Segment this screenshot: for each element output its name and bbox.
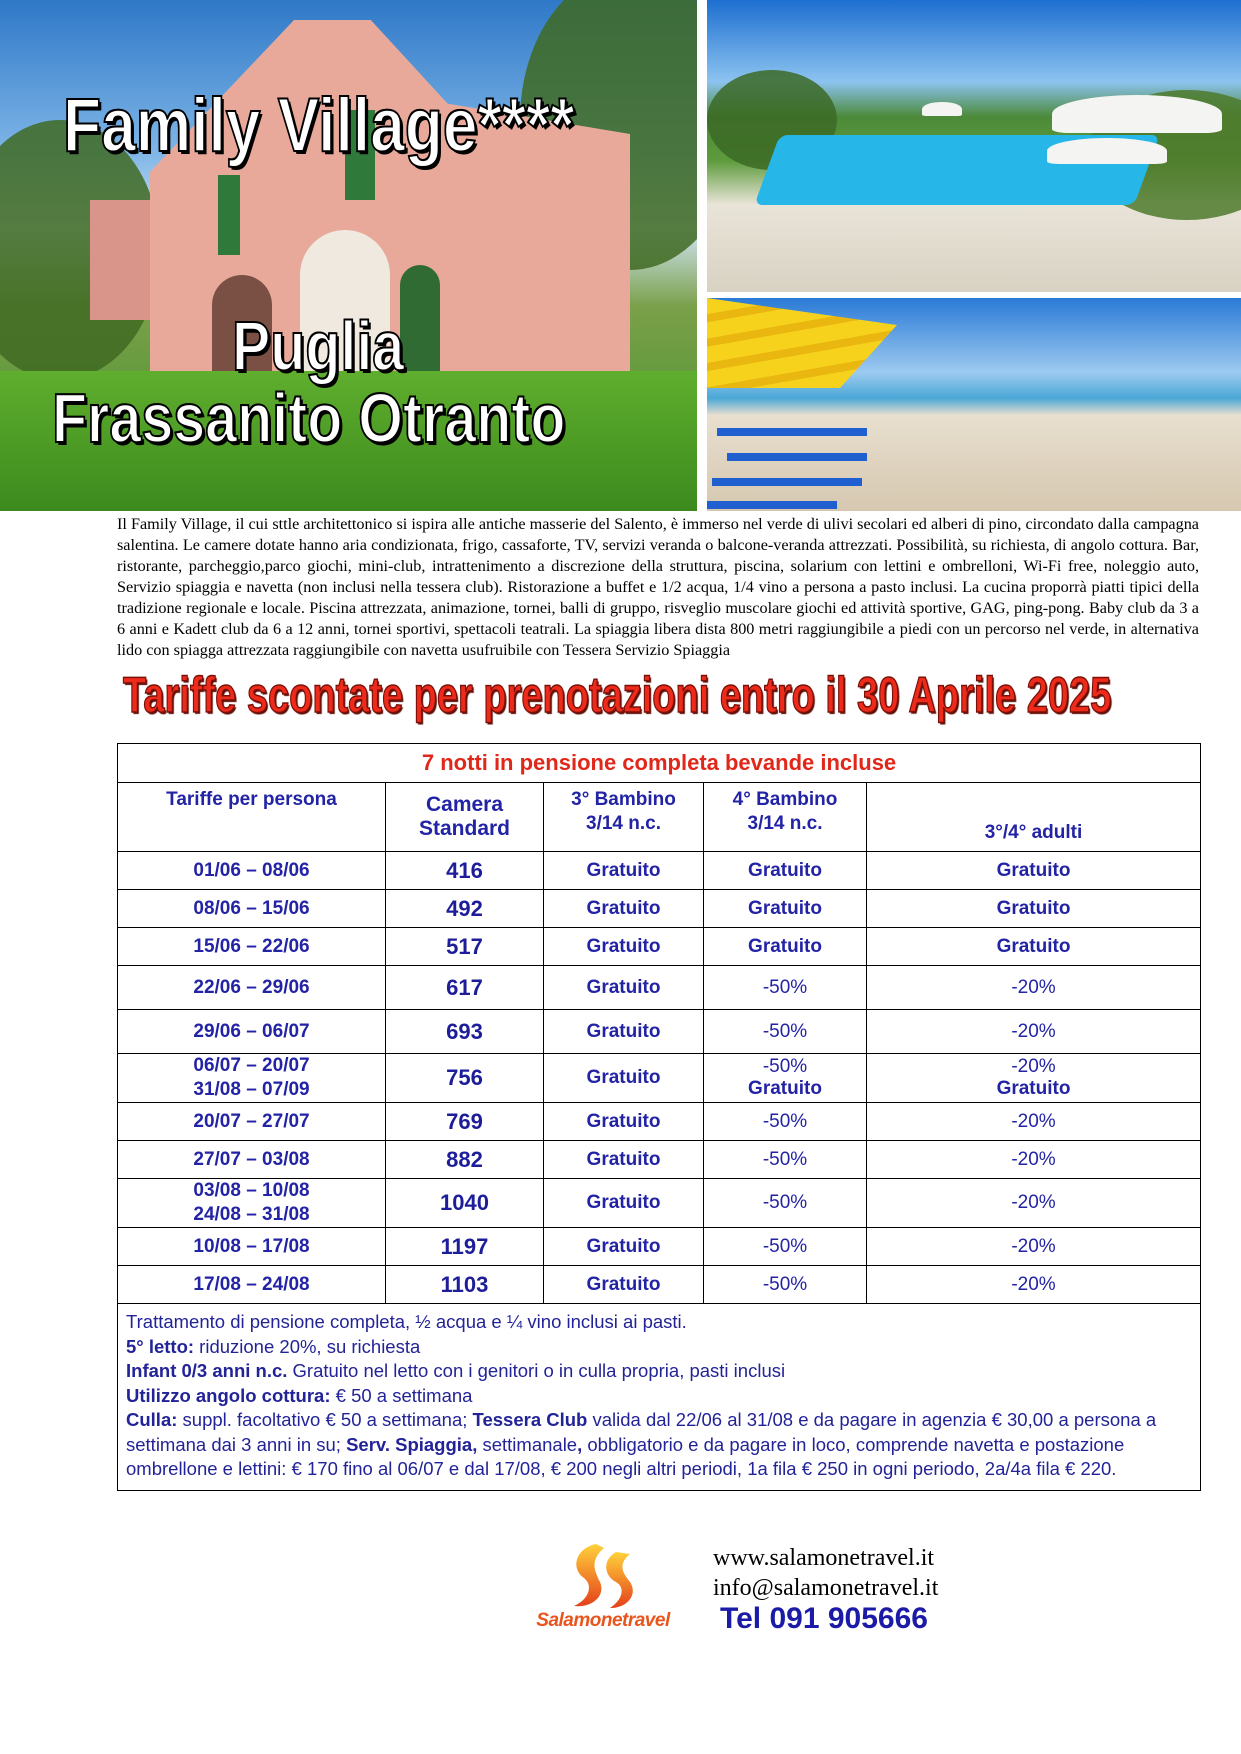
cell-adulti [867,852,1201,890]
table-row [118,1228,1201,1266]
cell-period [118,1266,386,1304]
cell-4-bambino [704,1228,867,1266]
table-header-row [118,783,1201,852]
table-row [118,1103,1201,1141]
cell-period-line: 24/08 – 31/08 [193,1204,310,1225]
hero-photo-village [0,0,697,511]
cell-adulti-line: -20% [1011,1020,1056,1042]
cell-adulti-line: -20% [1011,1110,1056,1132]
note-pensione: Trattamento di pensione completa, ½ acqua e ¼ vino inclusi ai pasti. [126,1311,687,1332]
cell-3-bambino [544,1141,704,1179]
cell-price [386,1266,544,1304]
cell-price [386,852,544,890]
cell-adulti-line: Gratuito [996,897,1071,919]
cell-price-line: 882 [446,1146,483,1172]
cell-period [118,1141,386,1179]
cell-4-bambino [704,966,867,1010]
table-row [118,1179,1201,1228]
cell-period-line: 20/07 – 27/07 [193,1110,310,1132]
cell-4-bambino-line: Gratuito [748,935,822,957]
note-angolo-cottura: Utilizzo angolo cottura: € 50 a settimana [126,1384,473,1406]
cell-4-bambino-line: Gratuito [748,1078,822,1099]
hero-title: Family Village**** [63,83,575,168]
cell-4-bambino [704,890,867,928]
cell-4-bambino [704,1054,867,1103]
cell-price-line: 1197 [440,1233,489,1259]
cell-4-bambino-line: Gratuito [748,897,822,919]
header-4-bambino-line1: 4° Bambino [732,789,838,810]
cell-price [386,928,544,966]
cell-adulti-line: Gratuito [996,1078,1071,1099]
cell-adulti-line: Gratuito [996,859,1071,881]
cell-price-line: 756 [446,1065,483,1090]
cell-3-bambino-line: Gratuito [586,976,661,998]
cell-adulti [867,1010,1201,1054]
cell-price [386,1179,544,1228]
cell-price [386,890,544,928]
email-link[interactable]: info@salamonetravel.it [713,1575,939,1601]
cell-period [118,966,386,1010]
header-3-bambino [544,783,704,852]
website-link[interactable]: www.salamonetravel.it [713,1545,935,1571]
note-infant: Infant 0/3 anni n.c. Gratuito nel letto con i genitori o in culla propria, pasti inclusi [126,1360,786,1381]
cell-price [386,1103,544,1141]
promo-headline: Tariffe scontate per prenotazioni entro il 30 Aprile 2025 [123,667,1112,723]
cell-3-bambino [544,1228,704,1266]
header-tariffe: Tariffe per persona [118,783,386,852]
cell-4-bambino-line: -50% [762,976,808,998]
cell-period-line: 17/08 – 24/08 [193,1273,310,1295]
cell-price [386,1228,544,1266]
cell-4-bambino [704,852,867,890]
cell-period-line: 27/07 – 03/08 [193,1148,310,1170]
cell-4-bambino [704,928,867,966]
cell-adulti [867,1103,1201,1141]
cell-4-bambino-line: -50% [762,1192,808,1213]
table-row [118,1010,1201,1054]
cell-3-bambino-line: Gratuito [586,935,661,957]
cell-period-line: 10/08 – 17/08 [193,1235,310,1257]
cell-price-line: 769 [446,1108,483,1134]
cell-4-bambino-line: -50% [762,1110,808,1132]
cell-adulti [867,1179,1201,1228]
cell-3-bambino [544,1179,704,1228]
beach-photo [707,298,1241,511]
table-row [118,928,1201,966]
cell-4-bambino [704,1141,867,1179]
cell-4-bambino-line: -50% [762,1020,808,1042]
cell-adulti [867,1141,1201,1179]
cell-3-bambino [544,890,704,928]
cell-price-line: 1103 [440,1271,489,1297]
cell-3-bambino-line: Gratuito [586,1192,661,1213]
cell-price-line: 517 [446,933,483,959]
cell-3-bambino-line: Gratuito [586,897,661,919]
cell-period-line: 22/06 – 29/06 [193,976,310,998]
note-culla-tessera-spiaggia: Culla: suppl. facoltativo € 50 a settimana; Tessera Club valida dal 22/06 al 31/08 e da pagare in agenzia € 30,00 a persona a settimana dai 3 anni in su; Serv. Spiaggia, settimanale, obbligatorio e da pagare in loco, comprende navetta e postazione ombrellone e lettini: € 170 fino al 06/07 e dal 17/08, € 200 negli altri periodi, 1a fila € 250 in ogni periodo, 2a/4a fila € 220. [126,1409,1157,1479]
cell-period [118,1179,386,1228]
cell-period-line: 06/07 – 20/07 [193,1055,310,1076]
table-row [118,890,1201,928]
cell-3-bambino [544,1266,704,1304]
header-3-bambino-line1: 3° Bambino [571,789,676,810]
table-row [118,852,1201,890]
header-adulti: 3°/4° adulti [867,783,1201,852]
cell-adulti [867,1228,1201,1266]
cell-price [386,966,544,1010]
cell-3-bambino-line: Gratuito [586,1110,661,1132]
cell-price-line: 492 [446,895,483,921]
hero-region: Puglia [232,307,405,385]
table-row [118,1266,1201,1304]
cell-4-bambino [704,1179,867,1228]
cell-period [118,1103,386,1141]
cell-adulti-line: Gratuito [996,935,1071,957]
table-notes [118,1304,1201,1491]
cell-period [118,1010,386,1054]
cell-adulti [867,1054,1201,1103]
pool-photo [707,0,1241,292]
cell-3-bambino [544,1054,704,1103]
cell-adulti [867,966,1201,1010]
cell-adulti-line: -20% [1011,976,1056,998]
cell-period-line: 29/06 – 06/07 [193,1020,310,1042]
cell-price [386,1141,544,1179]
table-row [118,1054,1201,1103]
table-caption: 7 notti in pensione completa bevande incluse [118,744,1201,783]
header-4-bambino [704,783,867,852]
header-camera-standard: Camera Standard [386,783,544,852]
cell-adulti [867,890,1201,928]
cell-period-line: 01/06 – 08/06 [193,859,310,881]
table-row [118,966,1201,1010]
cell-price [386,1010,544,1054]
header-3-bambino-line2: 3/14 n.c. [586,813,661,834]
cell-4-bambino-line: -50% [762,1056,808,1077]
cell-3-bambino-line: Gratuito [586,1148,661,1170]
cell-adulti-line: -20% [1011,1235,1056,1257]
cell-adulti-line: -20% [1011,1273,1056,1295]
cell-price-line: 693 [446,1018,483,1044]
cell-4-bambino [704,1266,867,1304]
cell-period [118,928,386,966]
cell-4-bambino [704,1103,867,1141]
cell-4-bambino [704,1010,867,1054]
cell-3-bambino [544,928,704,966]
cell-price-line: 617 [446,974,483,1000]
cell-3-bambino-line: Gratuito [586,1020,661,1042]
cell-adulti-line: -20% [1011,1192,1056,1213]
cell-period [118,1228,386,1266]
cell-period-line: 08/06 – 15/06 [193,897,310,919]
phone-number[interactable]: Tel 091 905666 [720,1602,928,1635]
cell-period-line: 31/08 – 07/09 [193,1079,310,1100]
note-quinto-letto: 5° letto: riduzione 20%, su richiesta [126,1335,421,1357]
cell-adulti [867,1266,1201,1304]
hero-place: Frassanito Otranto [52,379,566,457]
table-row [118,1141,1201,1179]
cell-price-line: 416 [446,857,483,883]
cell-price [386,1054,544,1103]
cell-4-bambino-line: -50% [762,1273,808,1295]
resort-description: Il Family Village, il cui sttle architettonico si ispira alle antiche masserie del Salento, è immerso nel verde di ulivi secolari ed alberi di pino, circondato dalla campagna salentina. Le camere dotate hanno aria condizionata, frigo, cassaforte, TV, servizi veranda o balcone-veranda attrezzati. Possibilità, su richiesta, di angolo cottura. Bar, ristorante, parcheggio,parco giochi, mini-club, intrattenimento a discrezione della struttura, piscina, solarium con lettini e ombrelloni, Wi-Fi free, noleggio auto, Servizio spiaggia e navetta (non inclusi nella tessera club). Ristorazione a buffet e 1/2 acqua, 1/4 vino a persona a pasto inclusi. La cucina proporrà piatti tipici della tradizione regionale e locale. Piscina attrezzata, animazione, tornei, balli di gruppo, risveglio muscolare giochi ed attività sportive, GAG, ping-pong. Baby club da 3 a 6 anni e Kadett club da 6 a 12 anni, tornei sportivi, spettacoli teatrali. La spiaggia libera dista 800 metri raggiungibile a piedi con un percorso nel verde, in alternativa lido con spiagga attrezzata raggiungibile con navetta usufruibile con Tessera Servizio Spiaggia [117,515,1199,659]
cell-3-bambino [544,1010,704,1054]
header-4-bambino-line2: 3/14 n.c. [747,813,823,834]
cell-period [118,890,386,928]
cell-adulti-line: -20% [1011,1148,1056,1170]
cell-3-bambino-line: Gratuito [586,859,661,881]
cell-3-bambino [544,966,704,1010]
cell-3-bambino-line: Gratuito [586,1235,661,1257]
cell-adulti-line: -20% [1011,1056,1056,1077]
cell-3-bambino-line: Gratuito [586,1273,661,1295]
cell-4-bambino-line: Gratuito [748,859,822,881]
cell-adulti [867,928,1201,966]
logo-wordmark: Salamonetravel [536,1610,670,1631]
cell-3-bambino-line: Gratuito [586,1067,661,1088]
cell-period-line: 15/06 – 22/06 [193,935,310,957]
cell-period [118,1054,386,1103]
rates-table [117,743,1201,1491]
cell-4-bambino-line: -50% [762,1148,808,1170]
cell-4-bambino-line: -50% [762,1235,808,1257]
cell-period-line: 03/08 – 10/08 [193,1180,310,1201]
cell-3-bambino [544,1103,704,1141]
cell-price-line: 1040 [440,1190,489,1215]
cell-period [118,852,386,890]
cell-3-bambino [544,852,704,890]
